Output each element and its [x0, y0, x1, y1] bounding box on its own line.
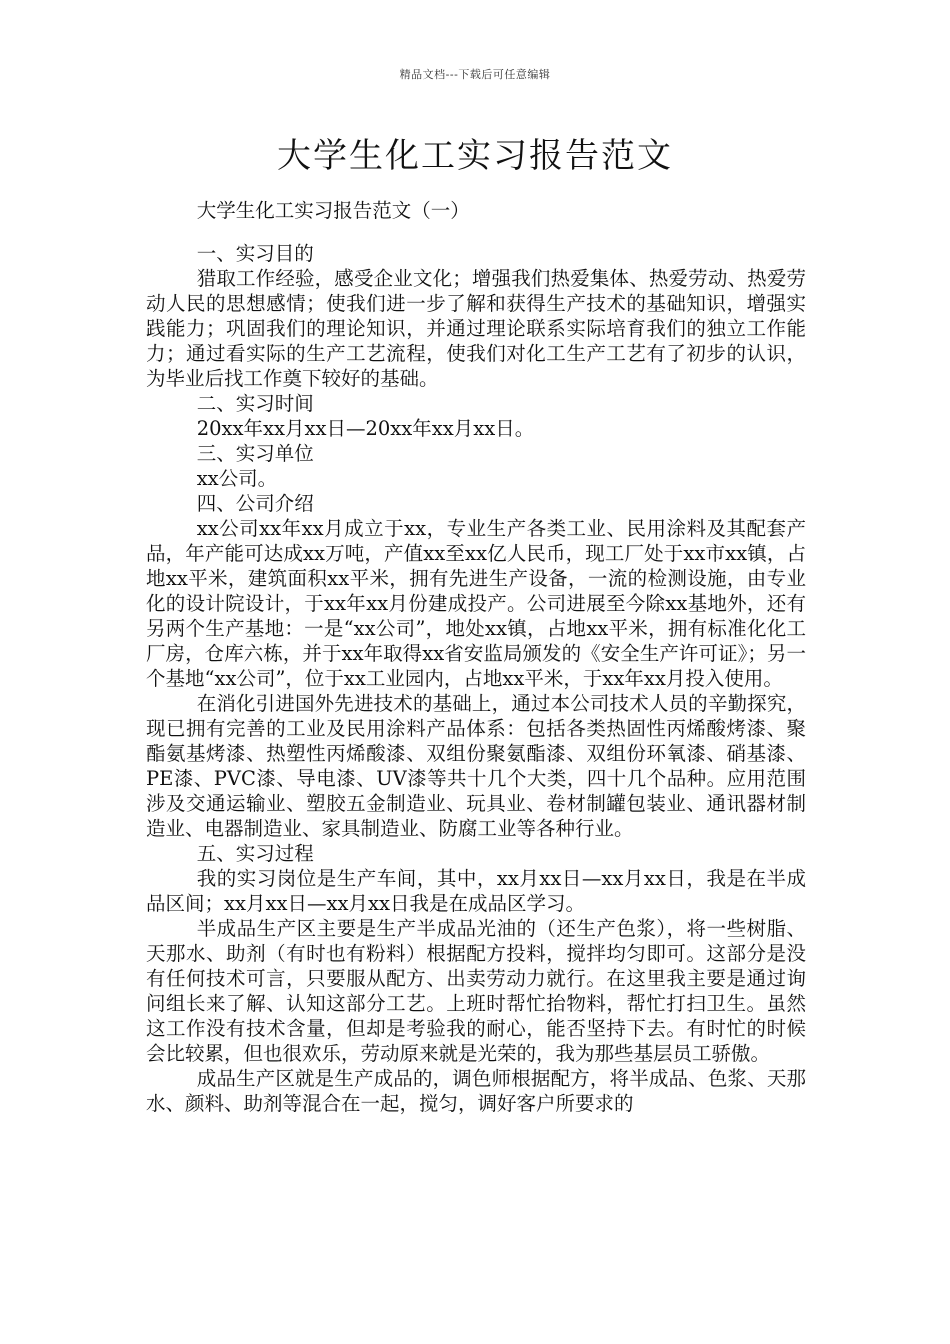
paragraph: 在消化引进国外先进技术的基础上，通过本公司技术人员的辛勤探究，现已拥有完善的工业及民用涂料产品体系：包括各类热固性丙烯酸烤漆、聚酯氨基烤漆、热塑性丙烯酸漆、双组份聚氨酯漆、双组份环氧漆、硝基漆、PE漆、PVC漆、导电漆、UV漆等共十几个大类，四十几个品种。应用范围涉及交通运输业、塑胶五金制造业、玩具业、卷材制罐包装业、通讯器材制造业、电器制造业、家具制造业、防腐工业等各种行业。: [146, 692, 806, 840]
page-header: 精品文档---下载后可任意编辑: [399, 68, 551, 81]
document-title: 大学生化工实习报告范文: [277, 136, 673, 176]
section-heading: 一、实习目的: [196, 242, 314, 265]
section-heading: 二、实习时间: [196, 392, 314, 415]
paragraph: xx公司xx年xx月成立于xx，专业生产各类工业、民用涂料及其配套产品，年产能可达成xx万吨，产值xx至xx亿人民币，现工厂处于xx市xx镇，占地xx平米，建筑面积xx平米，拥有先进生产设备，一流的检测设施，由专业化的设计院设计，于xx年xx月份建成投产。公司进展至今除xx基地外，还有另两个生产基地：一是“xx公司”，地处xx镇，占地xx平米，拥有标准化化工厂房，仓库六栋，并于xx年取得xx省安监局颁发的《安全生产许可证》；另一个基地“xx公司”，位于xx工业园内，占地xx平米，于xx年xx月投入使用。: [146, 517, 806, 690]
section-heading: 四、公司介绍: [196, 492, 314, 515]
paragraph: 猎取工作经验，感受企业文化；增强我们热爱集体、热爱劳动、热爱劳动人民的思想感情；使我们进一步了解和获得生产技术的基础知识，增强实践能力；巩固我们的理论知识，并通过理论联系实际培育我们的独立工作能力；通过看实际的生产工艺流程，使我们对化工生产工艺有了初步的认识，为毕业后找工作奠下较好的基础。: [146, 267, 806, 390]
paragraph: 我的实习岗位是生产车间，其中，xx月xx日—xx月xx日，我是在半成品区间；xx月xx日—xx月xx日我是在成品区学习。: [146, 867, 806, 915]
paragraph: 成品生产区就是生产成品的，调色师根据配方，将半成品、色浆、天那水、颜料、助剂等混合在一起，搅匀，调好客户所要求的: [146, 1067, 806, 1115]
paragraph: xx公司。: [196, 467, 278, 490]
section-heading: 五、实习过程: [196, 842, 314, 865]
paragraph: 半成品生产区主要是生产半成品光油的（还生产色浆），将一些树脂、天那水、助剂（有时也有粉料）根据配方投料，搅拌均匀即可。这部分是没有任何技术可言，只要服从配方、出卖劳动力就行。在这里我主要是通过询问组长来了解、认知这部分工艺。上班时帮忙抬物料，帮忙打扫卫生。虽然这工作没有技术含量，但却是考验我的耐心，能否坚持下去。有时忙的时候会比较累，但也很欢乐，劳动原来就是光荣的，我为那些基层员工骄傲。: [146, 917, 806, 1065]
document-body: [146, 198, 806, 1116]
document-subtitle: 大学生化工实习报告范文（一）: [196, 199, 470, 222]
section-heading: 三、实习单位: [196, 442, 314, 465]
paragraph: 20xx年xx月xx日—20xx年xx月xx日。: [196, 417, 535, 440]
